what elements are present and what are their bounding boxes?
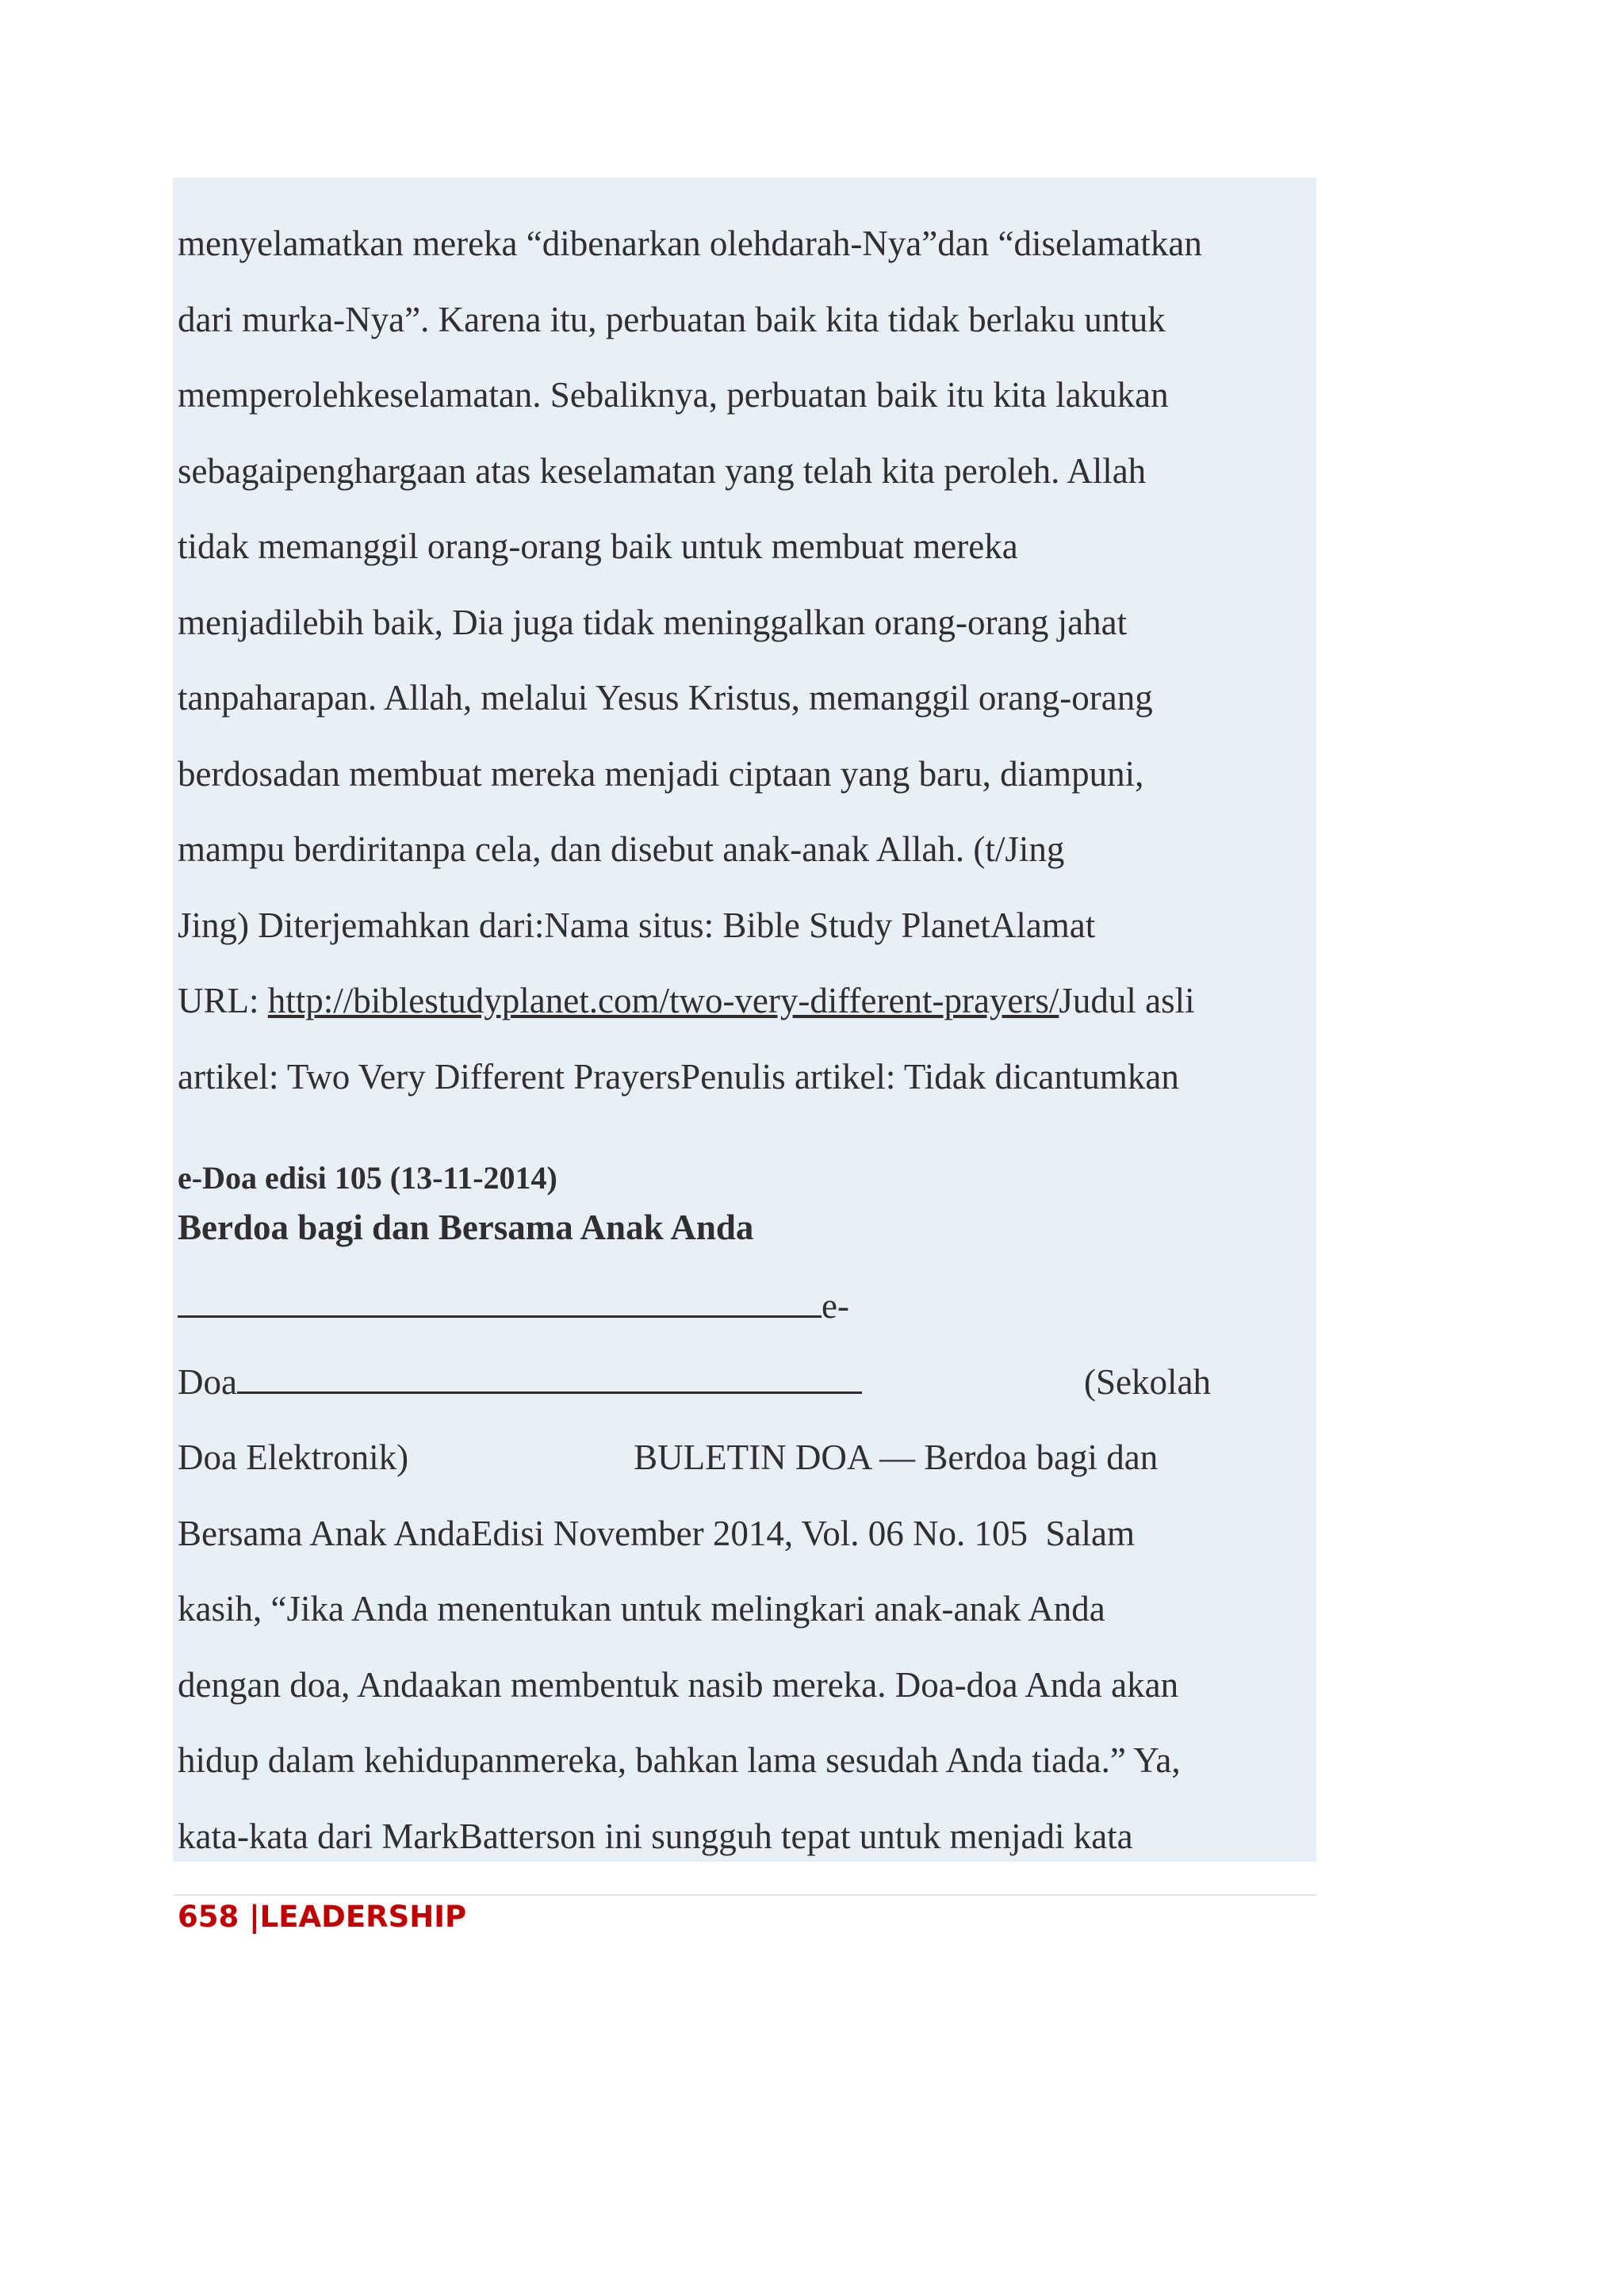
text-fragment: e- (822, 1286, 849, 1326)
rule-line (178, 1269, 1320, 1345)
text-line (178, 1420, 1320, 1496)
text-line: mampu berdiritanpa cela, dan disebut anak-anak Allah. (t/Jing (178, 829, 1065, 869)
text-line: memperolehkeselamatan. Sebaliknya, perbuatan baik itu kita lakukan (178, 375, 1169, 415)
underline-rule (178, 1284, 822, 1318)
text-line: Jing) Diterjemahkan dari:Nama situs: Bible Study PlanetAlamat (178, 905, 1096, 945)
text-line: kata-kata dari MarkBatterson ini sungguh tepat untuk menjadi kata (178, 1816, 1133, 1856)
url-prefix: URL: (178, 981, 268, 1020)
text-line: kasih, “Jika Anda menentukan untuk melingkari anak-anak Anda (178, 1589, 1105, 1629)
text-line: hidup dalam kehidupanmereka, bahkan lama sesudah Anda tiada.” Ya, (178, 1740, 1181, 1780)
url-suffix: Judul asli (1059, 981, 1195, 1020)
text-line: menjadilebih baik, Dia juga tidak meninggalkan orang-orang jahat (178, 602, 1128, 642)
text-fragment: (Sekolah (1083, 1361, 1211, 1402)
page-footer: 658 |LEADERSHIP (178, 1900, 467, 1934)
text-line: artikel: Two Very Different PrayersPenulis artikel: Tidak dicantumkan (178, 1056, 1179, 1097)
source-url-link[interactable]: http://biblestudyplanet.com/two-very-different-prayers/ (267, 981, 1059, 1020)
text-fragment: Doa Elektronik) (178, 1437, 409, 1477)
body-paragraph (178, 206, 1320, 1115)
article-heading: Berdoa bagi dan Bersama Anak Anda (178, 1208, 754, 1247)
url-line (178, 963, 1320, 1039)
bulletin-paragraph (178, 1269, 1320, 1874)
edition-label: e-Doa edisi 105 (13-11-2014) (178, 1160, 557, 1196)
text-line: menyelamatkan mereka “dibenarkan olehdarah-Nya”dan “diselamatkan (178, 224, 1202, 263)
footer-divider (173, 1894, 1316, 1896)
text-line: sebagaipenghargaan atas keselamatan yang telah kita peroleh. Allah (178, 450, 1147, 491)
text-line: dari murka-Nya”. Karena itu, perbuatan baik kita tidak berlaku untuk (178, 299, 1166, 339)
text-line: tanpaharapan. Allah, melalui Yesus Kristus, memanggil orang-orang (178, 678, 1153, 718)
text-fragment: Doa (178, 1361, 237, 1402)
text-line: berdosadan membuat mereka menjadi ciptaan yang baru, diampuni, (178, 753, 1144, 794)
text-line: tidak memanggil orang-orang baik untuk membuat mereka (178, 526, 1018, 566)
underline-rule (237, 1360, 862, 1394)
text-line: Bersama Anak AndaEdisi November 2014, Vol. 06 No. 105 Salam (178, 1513, 1135, 1553)
text-line: dengan doa, Andaakan membentuk nasib mereka. Doa-doa Anda akan (178, 1664, 1179, 1705)
text-fragment: BULETIN DOA — Berdoa bagi dan (634, 1437, 1159, 1477)
rule-line (178, 1345, 1320, 1421)
